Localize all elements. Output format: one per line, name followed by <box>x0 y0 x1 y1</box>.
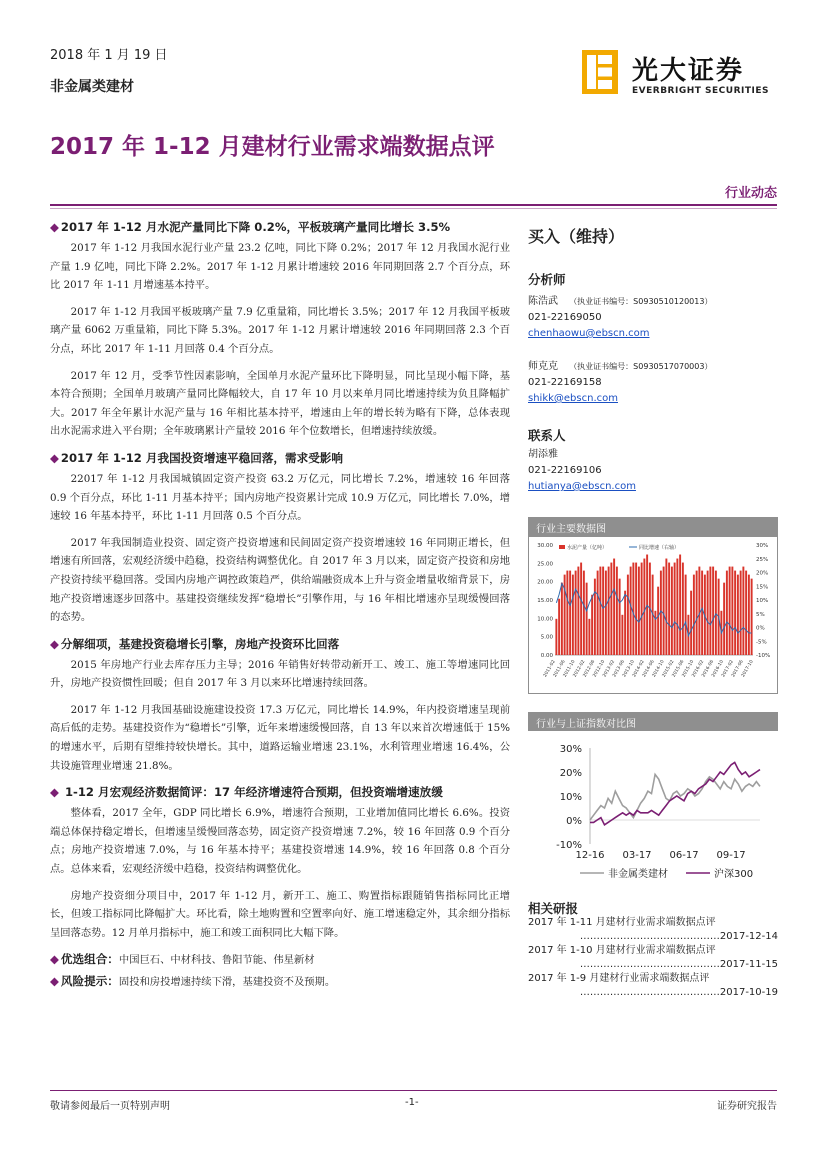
analyst-email-link[interactable]: shikk@ebscn.com <box>528 393 618 404</box>
bar <box>715 571 717 655</box>
risk-label: 风险提示： <box>60 974 119 989</box>
bar <box>577 567 579 655</box>
bar <box>723 583 725 655</box>
related-date: 2017-10-19 <box>719 987 778 998</box>
paragraph: 2015 年房地产行业去库存压力主导；2016 年销售好转带动新开工、竣工、施工等增速同比回升，房地产投资惯性回暖；但自 2017 年 3 月以来环比增速持续回落。 <box>50 658 510 690</box>
related-item[interactable] <box>528 972 778 1000</box>
bar <box>555 619 557 655</box>
bar <box>613 559 615 655</box>
page-number: -1- <box>405 1097 419 1108</box>
bar <box>597 571 599 655</box>
bar <box>707 571 709 655</box>
analyst-name: 师克克 <box>528 361 558 372</box>
contact-name: 胡添雅 <box>528 449 558 460</box>
bar <box>588 619 590 655</box>
section-heading <box>50 449 510 467</box>
related-item[interactable] <box>528 916 778 944</box>
paragraph: 2017 年 12 月，受季节性因素影响，全国单月水泥产量环比下降明显，同比呈现小幅下降，基本符合预期；全国单月玻璃产量同比降幅较大，自 17 年 10 月以来单月同比增速持续为负且降幅扩大。2017 年全年累计水泥产量与 16 年相比基本持平，增速由上年的增长转为略有下降，总体表现出水泥需求进入平台期；全年玻璃累计产量较 2016 年个位数增长，但增速持续放缓。 <box>50 369 510 438</box>
y-tick-label: 20% <box>559 768 582 779</box>
related-list <box>528 916 778 1000</box>
y-tick-label: 25.00 <box>537 561 553 568</box>
related-date: 2017-12-14 <box>719 931 778 942</box>
x-tick-label: 2011-02 <box>542 659 557 679</box>
y2-tick-label: 20% <box>756 570 769 577</box>
y2-tick-label: -10% <box>756 653 771 659</box>
analyst-name: 陈浩武 <box>528 296 558 307</box>
portfolio-text: 中国巨石、中材科技、鲁阳节能、伟星新材 <box>118 954 315 967</box>
bar <box>698 567 700 655</box>
y-tick-label: 10.00 <box>537 616 553 623</box>
everbright-logo-icon <box>582 50 618 94</box>
paragraph: 22017 年 1-12 月我国城镇固定资产投资 63.2 万亿元，同比增长 7.2%，增速较 16 年回落 0.9 个百分点，环比 1-11 月基本持平；国内房地产投资累计完成 10.9 万亿元，同比增长 7.0%，增速较 16 年基本持平，环比 1-11 月回落 0.5 个百分点。 <box>50 472 510 523</box>
analyst-phone: 021-22169158 <box>528 377 602 388</box>
page-title: 2017 年 1-12 月建材行业需求端数据点评 <box>50 134 495 160</box>
bar <box>663 567 665 655</box>
x-tick-label: 2016-06 <box>701 659 716 679</box>
y-tick-label: 30% <box>559 744 582 755</box>
x-tick-label: 2011-10 <box>562 659 577 679</box>
x-tick-label: 09-17 <box>716 850 746 861</box>
paragraph: 2017 年 1-12 月我国水泥行业产量 23.2 亿吨，同比下降 0.2%；2017 年 12 月我国水泥行业产量 1.9 亿吨，同比下降 2.2%。2017 年 1-12 月累计增速较 2016 年同期回落 2.7 个百分点，环比 2017 年 1-11 月增速基本持平。 <box>50 242 510 292</box>
analyst-1 <box>528 294 778 342</box>
risk-text: 固投和房投增速持续下滑，基建投资不及预期。 <box>118 976 336 989</box>
header-divider <box>50 204 777 206</box>
y-tick-label: 5.00 <box>540 634 553 641</box>
contact-heading: 联系人 <box>528 428 566 443</box>
section-heading <box>50 972 510 991</box>
diamond-icon: ◆ <box>50 785 59 800</box>
portfolio-label: 优选组合： <box>60 952 119 967</box>
industry-data-chart <box>529 537 777 693</box>
bar <box>575 571 577 655</box>
bar <box>635 563 637 655</box>
bar <box>709 567 711 655</box>
bar <box>610 563 612 655</box>
x-tick-label: 2013-10 <box>622 659 636 679</box>
chart2-frame <box>528 731 778 889</box>
y2-tick-label: -5% <box>756 639 767 646</box>
bar <box>674 563 676 655</box>
y2-tick-label: 15% <box>756 584 769 591</box>
y2-tick-label: 0% <box>756 625 765 632</box>
bar <box>641 563 643 655</box>
bar <box>569 571 571 655</box>
paragraph: 2017 年我国制造业投资、固定资产投资增速和民间固定资产投资增速较 16 年同期正增长，但增速有所回落，宏观经济缓中趋稳，投资结构调整优化。自 2017 年 3 月以来，固定资产投资和房地产投资持续平稳回落。受国内房地产调控政策趋严，供给端融资成本上升与资金增量收缩背景下，房地产投资增速逐步回落中。基建投资继续发挥“稳增长”引擎作用，与 16 年相比增速亦呈现缓慢回落的态势。 <box>50 536 510 624</box>
related-date: 2017-11-15 <box>719 959 778 970</box>
y-tick-label: 0% <box>566 816 582 827</box>
bar <box>572 575 574 655</box>
bar <box>627 575 629 655</box>
dot-leader: …………………………………… <box>579 959 720 970</box>
bar <box>586 583 588 655</box>
bar <box>602 567 604 655</box>
analyst-heading: 分析师 <box>528 272 566 287</box>
bar <box>624 591 626 655</box>
bar <box>599 567 601 655</box>
report-type: 行业动态 <box>724 186 777 201</box>
bar <box>676 559 678 655</box>
y-tick-label: 20.00 <box>537 579 553 586</box>
x-tick-label: 2014-02 <box>632 659 646 679</box>
bar <box>685 575 687 655</box>
bar <box>693 575 695 655</box>
legend-swatch-bars <box>559 545 565 549</box>
diamond-icon: ◆ <box>50 450 59 465</box>
bar <box>632 563 634 655</box>
section-heading <box>50 783 510 801</box>
y-tick-label: -10% <box>556 840 582 851</box>
sector-name: 非金属类建材 <box>50 79 134 95</box>
x-tick-label: 06-17 <box>669 850 699 861</box>
diamond-icon: ◆ <box>50 974 59 989</box>
bar <box>734 571 736 655</box>
rating: 买入（维持） <box>528 227 625 246</box>
diamond-icon: ◆ <box>50 220 59 234</box>
bar <box>616 567 618 655</box>
related-date-row <box>528 986 778 1000</box>
bar <box>566 571 568 655</box>
section-2-title: 2017 年 1-12 月我国投资增速平稳回落，需求受影响 <box>60 450 344 465</box>
bar <box>594 579 596 655</box>
bar <box>731 567 733 655</box>
chart1-header: 行业主要数据图 <box>528 517 778 536</box>
related-title: 2017 年 1-10 月建材行业需求端数据点评 <box>528 945 716 956</box>
paragraph: 2017 年 1-12 月我国平板玻璃产量 7.9 亿重量箱，同比增长 3.5%；2017 年 12 月我国平板玻璃产量 6062 万重量箱，同比下降 5.3%。2017 年 1-12 月累计增速较 2016 年同期回落 2.3 个百分点，环比 2017 年 1-11 月回落 0.4 个百分点。 <box>50 305 510 355</box>
bar <box>630 567 632 655</box>
analyst-phone: 021-22169050 <box>528 312 602 323</box>
y-tick-label: 0.00 <box>540 653 553 659</box>
bar <box>671 567 673 655</box>
index-comparison-chart <box>528 731 778 889</box>
series-line <box>590 762 760 824</box>
dot-leader: …………………………………… <box>579 987 720 998</box>
x-tick-label: 2012-02 <box>572 659 587 679</box>
section-4-title: 1-12 月宏观经济数据简评：17 年经济增速符合预期，但投资端增速放缓 <box>64 785 443 800</box>
main-content <box>50 218 510 994</box>
y-tick-label: 15.00 <box>537 598 553 604</box>
chart2-header: 行业与上证指数对比图 <box>528 712 778 731</box>
x-tick-label: 2016-10 <box>711 659 726 679</box>
bar <box>726 571 728 655</box>
logo-chinese: 光大证券 <box>632 56 745 86</box>
related-title: 2017 年 1-9 月建材行业需求端数据点评 <box>528 973 710 984</box>
related-heading: 相关研报 <box>528 901 579 916</box>
section-3-title: 分解细项，基建投资稳增长引擎，房地产投资环比回落 <box>60 636 340 651</box>
bar <box>643 559 645 655</box>
bar <box>712 567 714 655</box>
x-tick-label: 2014-06 <box>641 659 656 679</box>
legend-label: 非金属类建材 <box>608 869 668 880</box>
bar <box>605 571 607 655</box>
legend-label: 沪深300 <box>714 869 754 880</box>
y2-tick-label: 5% <box>756 611 765 618</box>
y-tick-label: 10% <box>559 792 582 803</box>
bar <box>751 579 753 655</box>
logo-english: EVERBRIGHT SECURITIES <box>632 86 769 96</box>
bar <box>558 599 560 655</box>
diamond-icon: ◆ <box>50 636 59 651</box>
y2-tick-label: 10% <box>756 598 769 604</box>
bar <box>742 567 744 655</box>
bar <box>646 555 648 655</box>
chart1-frame <box>528 536 778 694</box>
bar <box>561 583 563 655</box>
related-date-row <box>528 930 778 944</box>
bar <box>682 563 684 655</box>
footer-disclaimer: 敬请参阅最后一页特别声明 <box>50 1101 170 1112</box>
y2-tick-label: 25% <box>756 556 769 563</box>
x-tick-label: 2012-06 <box>582 659 597 679</box>
analyst-cert: （执业证书编号：S0930510120013） <box>569 297 713 306</box>
diamond-icon: ◆ <box>50 952 59 967</box>
x-tick-label: 03-17 <box>622 850 652 861</box>
bar <box>657 587 659 655</box>
x-tick-label: 2014-10 <box>651 659 666 679</box>
section-heading <box>50 950 510 969</box>
contact-info <box>528 447 778 495</box>
x-tick-label: 2016-02 <box>691 659 706 679</box>
bar <box>737 575 739 655</box>
section-heading <box>50 635 510 653</box>
bar <box>701 571 703 655</box>
related-title: 2017 年 1-11 月建材行业需求端数据点评 <box>528 917 716 928</box>
legend-label: 水泥产量（亿吨） <box>567 545 608 551</box>
bar <box>679 555 681 655</box>
bar <box>729 567 731 655</box>
y-tick-label: 30.00 <box>537 543 553 549</box>
contact-email-link[interactable]: hutianya@ebscn.com <box>528 481 636 492</box>
x-tick-label: 2015-10 <box>681 659 696 679</box>
x-tick-label: 2015-06 <box>671 659 686 679</box>
footer-category: 证券研究报告 <box>717 1101 777 1112</box>
x-tick-label: 2012-10 <box>592 659 607 679</box>
analyst-cert: （执业证书编号：S0930517070003） <box>569 362 713 371</box>
paragraph: 整体看，2017 全年，GDP 同比增长 6.9%，增速符合预期，工业增加值同比增长 6.6%。投资端总体保持稳定增长，但增速呈缓慢回落态势，固定资产投资增速 7.2%，较 16 年回落 0.9 个百分点；房地产投资增速 7.0%，与 16 年基本持平；基建投资增速 14.9%，较 16 年回落 0.8 个百分点。总体来看，宏观经济缓中趋稳，投资结构调整优化。 <box>50 807 510 876</box>
contact-phone: 021-22169106 <box>528 465 602 476</box>
analyst-email-link[interactable]: chenhaowu@ebscn.com <box>528 328 650 339</box>
header-divider-thin <box>50 208 777 209</box>
x-tick-label: 2017-06 <box>731 659 745 679</box>
x-tick-label: 12-16 <box>575 850 605 861</box>
section-heading <box>50 218 510 236</box>
section-1-title: 2017 年 1-12 月水泥产量同比下降 0.2%，平板玻璃产量同比增长 3.5% <box>60 220 451 234</box>
analyst-2 <box>528 359 778 407</box>
footer-divider <box>50 1090 777 1091</box>
y2-tick-label: 30% <box>756 543 769 549</box>
bar <box>748 575 750 655</box>
bar <box>690 591 692 655</box>
paragraph: 房地产投资细分项目中，2017 年 1-12 月，新开工、施工、购置指标跟随销售指标同比正增长，但竣工指标同比降幅扩大。环比看，除土地购置和空置率向好、施工增速稳定外，其余细分指标呈回落态势。12 月单月指标中，施工和竣工面积同比大幅下降。 <box>50 889 510 939</box>
bar <box>583 571 585 655</box>
related-date-row <box>528 958 778 972</box>
dot-leader: …………………………………… <box>579 931 720 942</box>
bar <box>608 567 610 655</box>
x-tick-label: 2017-10 <box>740 659 755 679</box>
x-tick-label: 2017-02 <box>721 659 735 679</box>
bar <box>580 563 582 655</box>
x-tick-label: 2013-06 <box>612 659 627 679</box>
bar <box>638 567 640 655</box>
bar <box>591 595 593 655</box>
bar <box>621 615 623 655</box>
report-date: 2018 年 1 月 19 日 <box>50 48 168 63</box>
x-tick-label: 2011-06 <box>552 659 567 679</box>
x-tick-label: 2015-02 <box>661 659 676 679</box>
paragraph: 2017 年 1-12 月我国基础设施建设投资 17.3 万亿元，同比增长 14.9%，年内投资增速呈现前高后低的走势。基建投资作为“稳增长”引擎，近年来增速缓慢回落，自 13 年以来首次增速低于 15%的增速水平，后期有望维持较快增长。其中，道路运输业增速 23.1%，水利管理业增速 16.4%，公共设施管理业增速 21.8%。 <box>50 703 510 772</box>
legend-label: 同比增速（右轴） <box>639 545 680 551</box>
bar <box>665 559 667 655</box>
bar <box>740 571 742 655</box>
bar <box>619 579 621 655</box>
x-tick-label: 2013-02 <box>602 659 617 679</box>
bar <box>745 571 747 655</box>
related-item[interactable] <box>528 944 778 972</box>
bar <box>696 571 698 655</box>
bar <box>668 563 670 655</box>
